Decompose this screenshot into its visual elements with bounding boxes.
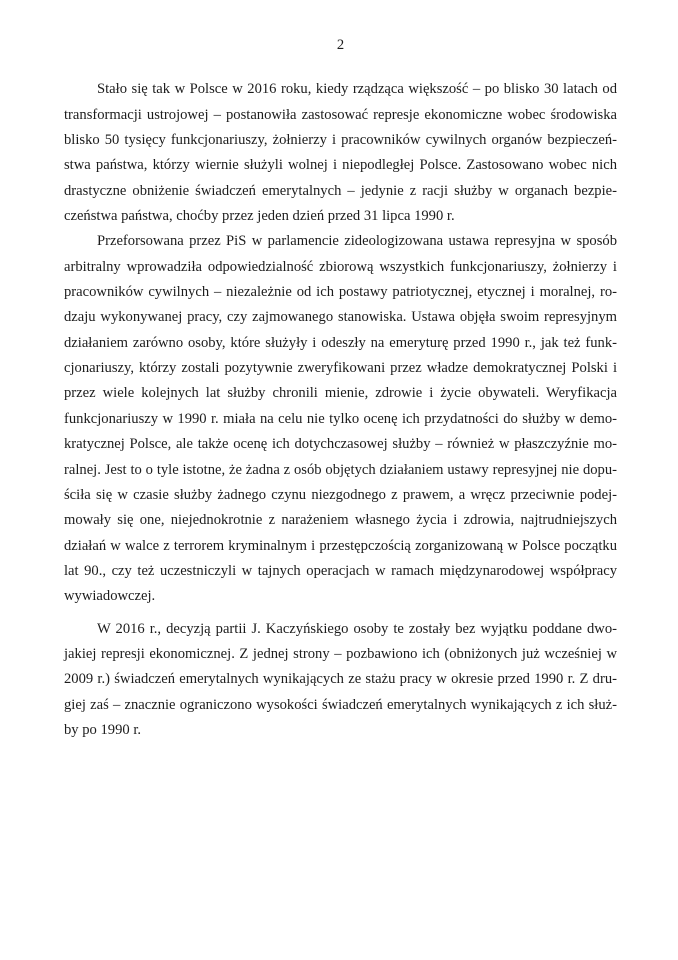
text-line: jakiej represji ekonomicznej. Z jednej strony – pozbawiono ich (obniżonych już wcześniej w (64, 645, 617, 662)
text-line: blisko 50 tysięcy funkcjonariuszy, żołnierzy i pracowników cywilnych organów bezpieczeń- (64, 132, 617, 149)
text-line: drastyczne obniżenie świadczeń emerytalnych – jedynie z racji służby w organach bezpie- (64, 182, 617, 199)
text-line: W 2016 r., decyzją partii J. Kaczyńskiego osoby te zostały bez wyjątku poddane dwo- (97, 620, 617, 637)
text-line: giej zaś – znacznie ograniczono wysokości świadczeń emerytalnych wynikających z ich służ- (64, 696, 617, 713)
text-line: transformacji ustrojowej – postanowiła zastosować represje ekonomiczne wobec środowiska (64, 106, 617, 123)
document-body (64, 77, 617, 743)
text-line: by po 1990 r. (64, 721, 142, 738)
text-line: Stało się tak w Polsce w 2016 roku, kiedy rządząca większość – po blisko 30 latach od (97, 81, 617, 98)
text-line: cjonariuszy, którzy zostali pozytywnie zweryfikowani przez władze demokratycznej Polski i (64, 360, 617, 377)
text-line: lat 90., czy też uczestniczyli w tajnych operacjach w ramach międzynarodowej współpracy (64, 562, 617, 579)
text-line: przez wiele kolejnych lat służby chronili mienie, zdrowie i życie obywateli. Weryfikacja (64, 385, 617, 402)
text-line: ralnej. Jest to o tyle istotne, że żadna z osób objętych działaniem ustawy represyjnej nie dopu- (64, 461, 617, 478)
text-line: pracowników cywilnych – niezależnie od ich postawy patriotycznej, etycznej i moralnej, ro- (64, 284, 617, 301)
text-line: 2009 r.) świadczeń emerytalnych wynikających ze stażu pracy w okresie przed 1990 r. Z dru- (64, 671, 617, 688)
text-line: dzaju wykonywanej pracy, czy zajmowanego stanowiska. Ustawa objęła swoim represyjnym (64, 309, 617, 326)
paragraph (64, 617, 617, 744)
text-line: funkcjonariuszy w 1990 r. miała na celu nie tylko ocenę ich przydatności do służby w demo- (64, 410, 617, 427)
paragraph (64, 229, 617, 609)
text-line: mowały się one, niejednokrotnie z narażeniem własnego życia i zdrowia, najtrudniejszych (64, 512, 617, 529)
text-line: arbitralny wprowadziła odpowiedzialność zbiorową wszystkich funkcjonariuszy, żołnierzy i (64, 258, 617, 275)
text-line: wywiadowczej. (64, 588, 156, 605)
text-line: działaniem zarówno osoby, które służyły i odeszły na emeryturę przed 1990 r., jak też funk- (64, 334, 617, 351)
text-line: ściła się w czasie służby żadnego czynu niezgodnego z prawem, a wręcz przeciwnie podej- (64, 486, 617, 503)
paragraph (64, 77, 617, 229)
page-number: 2 (336, 37, 345, 53)
text-line: stwa państwa, którzy wiernie służyli wolnej i niepodległej Polsce. Zastosowano wobec nich (64, 157, 617, 174)
text-line: czeństwa państwa, choćby przez jeden dzień przed 31 lipca 1990 r. (64, 208, 455, 225)
text-line: kratycznej Polsce, ale także ocenę ich dotychczasowej służby – również w płaszczyźnie mo- (64, 436, 617, 453)
text-line: Przeforsowana przez PiS w parlamencie zideologizowana ustawa represyjna w sposób (97, 233, 617, 250)
text-line: działań w walce z terrorem kryminalnym i przestępczością zorganizowaną w Polsce początku (64, 537, 617, 554)
